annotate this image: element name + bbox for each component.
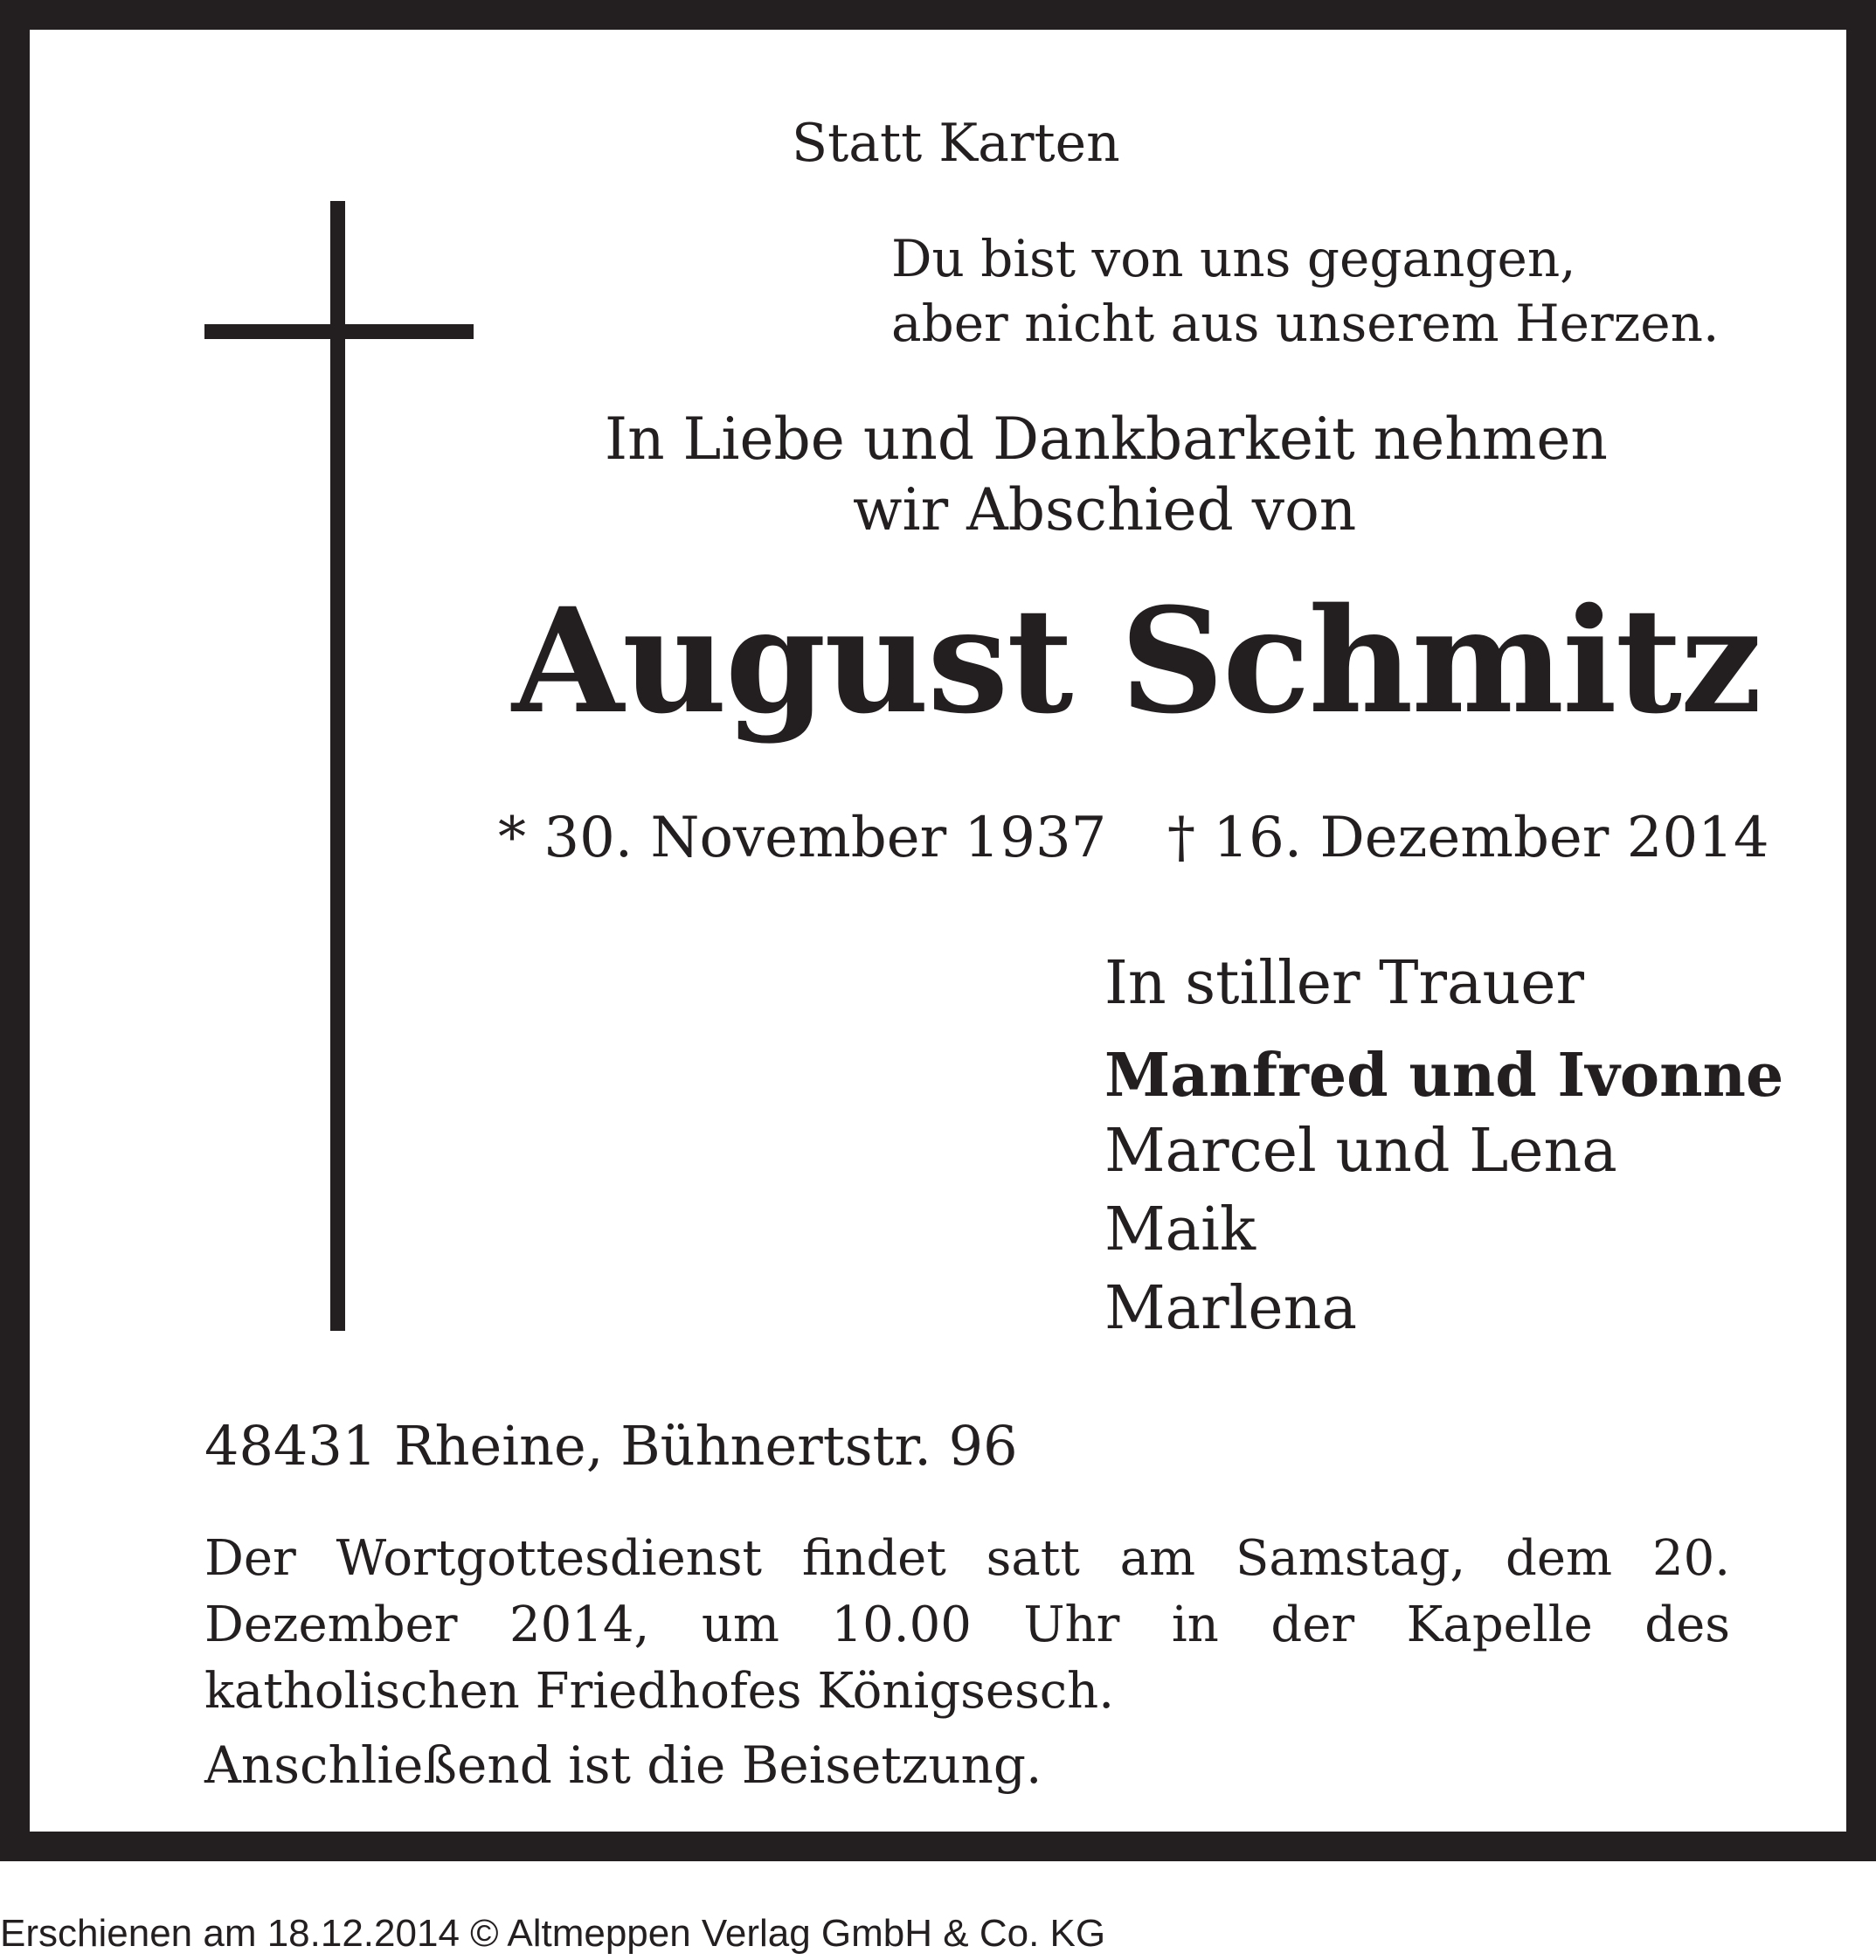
cross-icon [330, 201, 345, 1331]
family-address: 48431 Rheine, Bühnertstr. 96 [204, 1414, 1018, 1478]
burial-announcement: Anschließend ist die Beisetzung. [204, 1735, 1042, 1795]
service-announcement: Der Wortgottesdienst findet satt am Samstag, dem 20. Dezember 2014, um 10.00 Uhr in der Kapelle des katholischen Friedhofes Königsesch. [204, 1530, 1730, 1720]
publication-footer: Erschienen am 18.12.2014 © Altmeppen Verlag GmbH & Co. KG [0, 1912, 1106, 1955]
intro-line-1: In Liebe und Dankbarkeit nehmen [605, 405, 1608, 473]
mourner-3: Maik [1104, 1195, 1256, 1264]
death-date: † 16. Dezember 2014 [1167, 806, 1769, 870]
quote-line-1: Du bist von uns gegangen, [891, 229, 1576, 288]
intro-line-2: wir Abschied von [853, 476, 1357, 544]
mourning-intro: In stiller Trauer [1104, 949, 1585, 1018]
mourner-4: Marlena [1104, 1274, 1357, 1343]
deceased-name: August Schmitz [512, 576, 1761, 745]
mourner-1: Manfred und Ivonne [1104, 1041, 1784, 1111]
cross-icon-crossbar [204, 324, 474, 339]
birth-date: * 30. November 1937 [498, 806, 1107, 870]
quote-line-2: aber nicht aus unserem Herzen. [891, 294, 1720, 353]
mourner-2: Marcel und Lena [1104, 1117, 1617, 1186]
notice-header: Statt Karten [792, 113, 1120, 174]
